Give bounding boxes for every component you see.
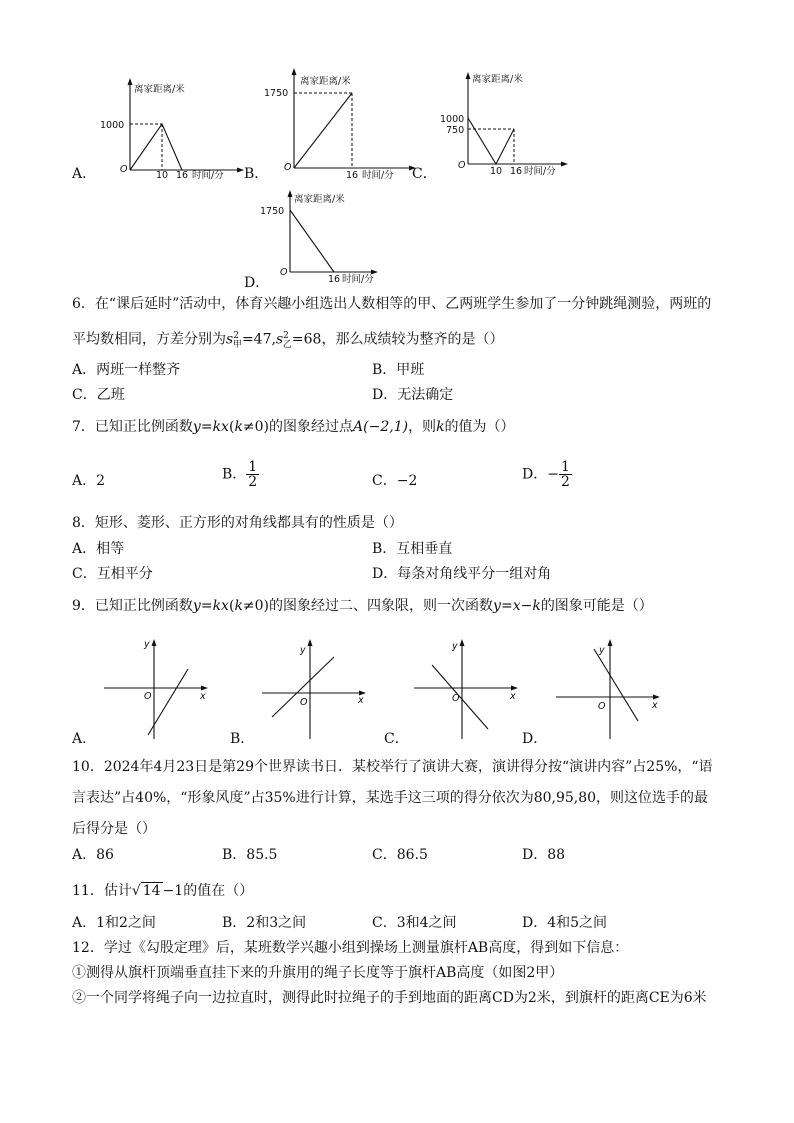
q9-stem: 9．已知正比例函数y=kx(k≠0)的图象经过二、四象限，则一次函数y=x−k的图象可能是（） (72, 598, 653, 614)
q7-option-c[interactable]: C．−2 (372, 473, 418, 489)
q6-option-a[interactable]: A．两班一样整齐 (72, 362, 181, 378)
graph-a-origin: O (120, 164, 128, 175)
graph-d-xtick-16: 16 (328, 274, 341, 285)
q8-stem: 8．矩形、菱形、正方形的对角线都具有的性质是（） (72, 515, 403, 531)
q7-option-d-fraction: $\frac{1}{2}$ (560, 459, 570, 490)
q6-line1: 6．在“课后延时”活动中，体育兴趣小组选出人数相等的甲、乙两班学生参加了一分钟跳绳测验，两班的 (72, 296, 712, 312)
graph-a-xtick-10: 10 (156, 170, 169, 181)
q11-option-b[interactable]: B．2和3之间 (222, 915, 307, 931)
q10-line3: 后得分是（） (72, 821, 156, 837)
graph-c-origin: O (458, 160, 466, 171)
q11-option-d[interactable]: D．4和5之间 (522, 915, 608, 931)
q7-option-a[interactable]: A．2 (72, 473, 106, 489)
graph-a-xtick-16: 16 (176, 170, 189, 181)
graph-b-xtick-16: 16 (346, 170, 359, 181)
q12-line1: 12．学过《勾股定理》后，某班数学兴趣小组到操场上测量旗杆AB高度，得到如下信息： (72, 940, 629, 956)
q5-graph-d (258, 186, 388, 286)
q5-graph-a (100, 72, 250, 182)
q9-option-c-label: C． (384, 731, 409, 747)
q9-option-a-label: A． (72, 731, 97, 747)
graph-d-ylabel: 离家距离/米 (294, 194, 345, 205)
q5-option-b-label: B． (244, 166, 269, 182)
q10-option-b[interactable]: B．85.5 (222, 847, 278, 863)
q10-line2: 言表达”占40%，“形象风度”占35%进行计算，某选手这三项的得分依次为80,95,80，则这位选手的最 (72, 790, 709, 806)
q12-line3: ②一个同学将绳子向一边拉直时，测得此时拉绳子的手到地面的距离CD为2米，到旗杆的距离CE为6米 (72, 990, 707, 1006)
svg-text:y: y (452, 641, 458, 652)
q7-option-b-fraction: $\frac{1}{2}$ (248, 459, 258, 490)
svg-text:y: y (300, 645, 306, 656)
graph-d-ytick: 1750 (260, 206, 285, 217)
graph-a-xlabel: 时间/分 (192, 170, 224, 181)
q10-option-c[interactable]: C．86.5 (372, 847, 428, 863)
svg-text:y: y (144, 639, 150, 650)
svg-text:O: O (300, 697, 308, 708)
q9-graph-a[interactable] (100, 635, 215, 743)
q6-line2: 平均数相同，方差分别为$s^2_甲=47,s^2_乙=68$，那么成绩较为整齐的是（） (72, 331, 504, 351)
q8-option-a[interactable]: A．相等 (72, 541, 125, 557)
graph-b-ylabel: 离家距离/米 (300, 76, 351, 87)
q5-graph-c (434, 68, 574, 180)
q10-option-a[interactable]: A．86 (72, 847, 114, 863)
graph-b-xlabel: 时间/分 (362, 170, 394, 181)
graph-c-ytick-1000: 1000 (440, 114, 465, 125)
q6-option-c[interactable]: C．乙班 (72, 387, 125, 403)
graph-a-ylabel: 离家距离/米 (134, 84, 185, 95)
q5-option-c-label: C． (412, 166, 437, 182)
svg-text:x: x (358, 695, 364, 706)
q7-option-b[interactable]: B． $\frac{1}{2}$ (222, 459, 258, 490)
q5-graph-b (262, 64, 422, 182)
q7-stem: 7．已知正比例函数y=kx(k≠0)的图象经过点A(−2,1)，则k的值为（） (72, 419, 515, 435)
q6-option-d[interactable]: D．无法确定 (372, 387, 454, 403)
q11-stem: 11．估计√ 14 −1的值在（） (72, 883, 254, 899)
graph-b-ytick: 1750 (264, 88, 289, 99)
q10-line1: 10．2024年4月23日是第29个世界读书日．某校举行了演讲大赛，演讲得分按“演讲内容”占25%，“语 (72, 759, 713, 775)
graph-c-xtick-10: 10 (490, 166, 503, 177)
q9-graph-d[interactable] (552, 635, 667, 743)
q11-option-a[interactable]: A．1和2之间 (72, 915, 156, 931)
svg-text:y: y (599, 645, 605, 656)
q8-option-d[interactable]: D．每条对角线平分一组对角 (372, 566, 552, 582)
q5-option-a-label: A． (72, 166, 97, 182)
svg-text:O: O (452, 693, 460, 704)
graph-a-ytick: 1000 (100, 120, 125, 131)
sqrt-sign: √ (131, 883, 141, 899)
svg-text:x: x (510, 691, 516, 702)
q7-option-d[interactable]: D．− $\frac{1}{2}$ (522, 459, 570, 490)
graph-c-ytick-750: 750 (446, 125, 465, 136)
q9-graph-b[interactable] (258, 635, 373, 743)
q9-graph-c[interactable] (410, 635, 525, 743)
graph-d-origin: O (280, 267, 288, 278)
svg-text:x: x (652, 700, 658, 711)
q8-option-b[interactable]: B．互相垂直 (372, 541, 453, 557)
q8-option-c[interactable]: C．互相平分 (72, 566, 153, 582)
graph-d-xlabel: 时间/分 (342, 274, 374, 285)
q10-option-d[interactable]: D．88 (522, 847, 566, 863)
graph-c-xlabel: 时间/分 (524, 166, 556, 177)
q12-line2: ①测得从旗杆顶端垂直挂下来的升旗用的绳子长度等于旗杆AB高度（如图2甲） (72, 965, 564, 981)
q5-option-d-label: D． (244, 275, 270, 291)
svg-text:O: O (598, 701, 606, 712)
q9-option-b-label: B． (230, 731, 255, 747)
graph-b-origin: O (284, 162, 292, 173)
svg-text:x: x (200, 691, 206, 702)
q9-option-d-label: D． (522, 731, 548, 747)
q6-option-b[interactable]: B．甲班 (372, 362, 425, 378)
svg-text:O: O (144, 691, 152, 702)
graph-c-ylabel: 离家距离/米 (472, 74, 523, 85)
graph-c-xtick-16: 16 (510, 166, 523, 177)
q11-option-c[interactable]: C．3和4之间 (372, 915, 457, 931)
